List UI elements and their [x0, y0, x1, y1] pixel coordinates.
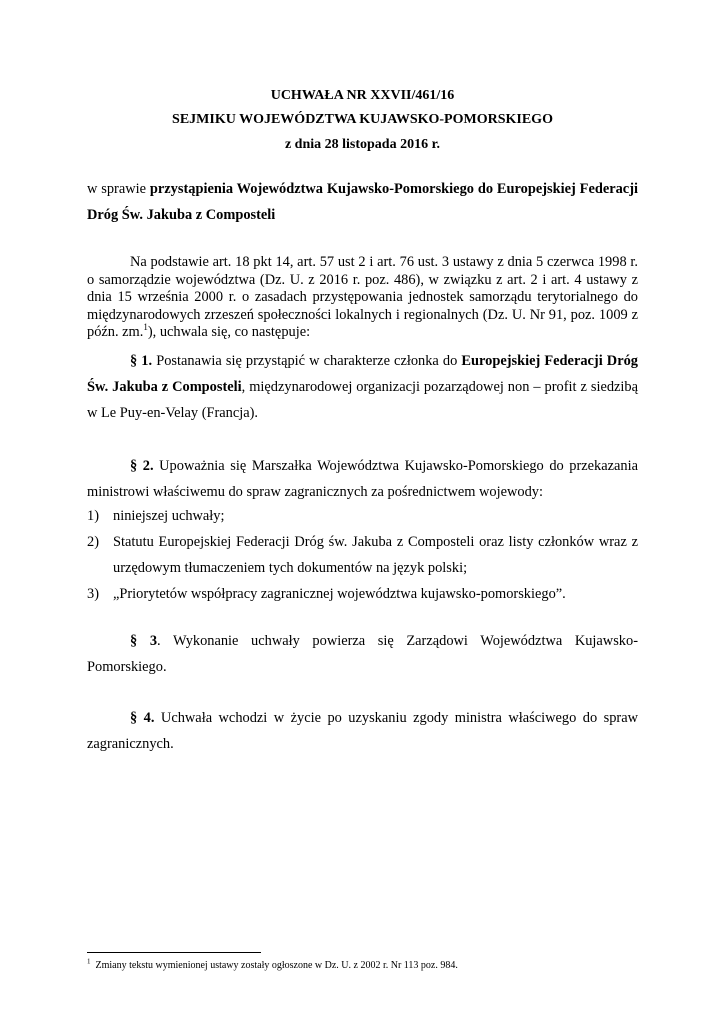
- list-item-text: „Priorytetów współpracy zagranicznej województwa kujawsko-pomorskiego”.: [113, 586, 566, 602]
- list-item-number: 1): [87, 508, 99, 524]
- footnote-divider: [87, 952, 261, 953]
- legal-basis-suffix: ), uchwala się, co następuje:: [147, 324, 311, 341]
- legal-basis: [87, 254, 638, 342]
- list-item-text: niniejszej uchwały;: [113, 508, 225, 524]
- resolution-subject: [87, 176, 638, 228]
- legal-basis-text: Na podstawie art. 18 pkt 14, art. 57 ust 2 i art. 76 ust. 3 ustawy z dnia 5 czerwca 1998 r. o samorządzie województwa (Dz. U. z 2016 r. poz. 486), w związku z art. 2 i art. 4 ustawy z dnia 15 września 2000 r. o zasadach przystępowania jednostek samorządu terytorialnego do międzynarodowych zrzeszeń społeczności lokalnych i regionalnych (Dz. U. Nr 91, poz. 1009 z późn. zm.: [87, 254, 638, 341]
- subject-prefix: w sprawie: [87, 181, 150, 197]
- section-3-text: . Wykonanie uchwały powierza się Zarządowi Województwa Kujawsko-Pomorskiego.: [87, 633, 638, 675]
- list-item-number: 3): [87, 586, 99, 602]
- issuing-body: SEJMIKU WOJEWÓDZTWA KUJAWSKO-POMORSKIEGO: [172, 112, 553, 127]
- footnote-reference: 1: [143, 322, 148, 333]
- list-item: [87, 581, 638, 607]
- footnote-text: Zmiany tekstu wymienionej ustawy zostały ogłoszone w Dz. U. z 2002 r. Nr 113 poz. 984.: [95, 960, 458, 971]
- section-4-text: Uchwała wchodzi w życie po uzyskaniu zgody ministra właściwego do spraw zagranicznych.: [87, 710, 638, 752]
- subject-title: przystąpienia Województwa Kujawsko-Pomorskiego do Europejskiej Federacji Dróg Św. Jakuba z Composteli: [87, 181, 638, 223]
- resolution-number: UCHWAŁA NR XXVII/461/16: [270, 88, 455, 103]
- section-1-organization: Europejskiej Federacji Dróg Św. Jakuba z Composteli: [87, 353, 638, 395]
- section-3: [87, 628, 638, 680]
- section-1-text: Postanawia się przystąpić w charakterze członka do: [152, 353, 462, 369]
- section-2-label: § 2.: [130, 458, 154, 474]
- section-4: [87, 705, 638, 757]
- list-item-text: Statutu Europejskiej Federacji Dróg św. Jakuba z Composteli oraz listy członków wraz z urzędowym tłumaczeniem tych dokumentów na język polski;: [113, 534, 638, 576]
- list-item-number: 2): [87, 534, 99, 550]
- section-4-label: § 4.: [130, 710, 155, 726]
- list-item: [87, 503, 638, 529]
- section-1-text-end: , międzynarodowej organizacji pozarządowej non – profit z siedzibą w Le Puy-en-Velay (Francja).: [87, 379, 638, 421]
- section-1-label: § 1.: [130, 353, 153, 369]
- resolution-date: z dnia 28 listopada 2016 r.: [284, 137, 441, 152]
- section-2-list: [87, 503, 638, 607]
- section-2-text: Upoważnia się Marszałka Województwa Kujawsko-Pomorskiego do przekazania ministrowi właściwemu do spraw zagranicznych za pośrednictwem wojewody:: [87, 458, 638, 500]
- section-3-label: § 3: [130, 633, 158, 649]
- footnote-number: 1: [87, 957, 91, 966]
- section-2: [87, 453, 638, 505]
- list-item: [87, 529, 638, 581]
- footnote: [87, 957, 647, 972]
- section-1: [87, 348, 638, 426]
